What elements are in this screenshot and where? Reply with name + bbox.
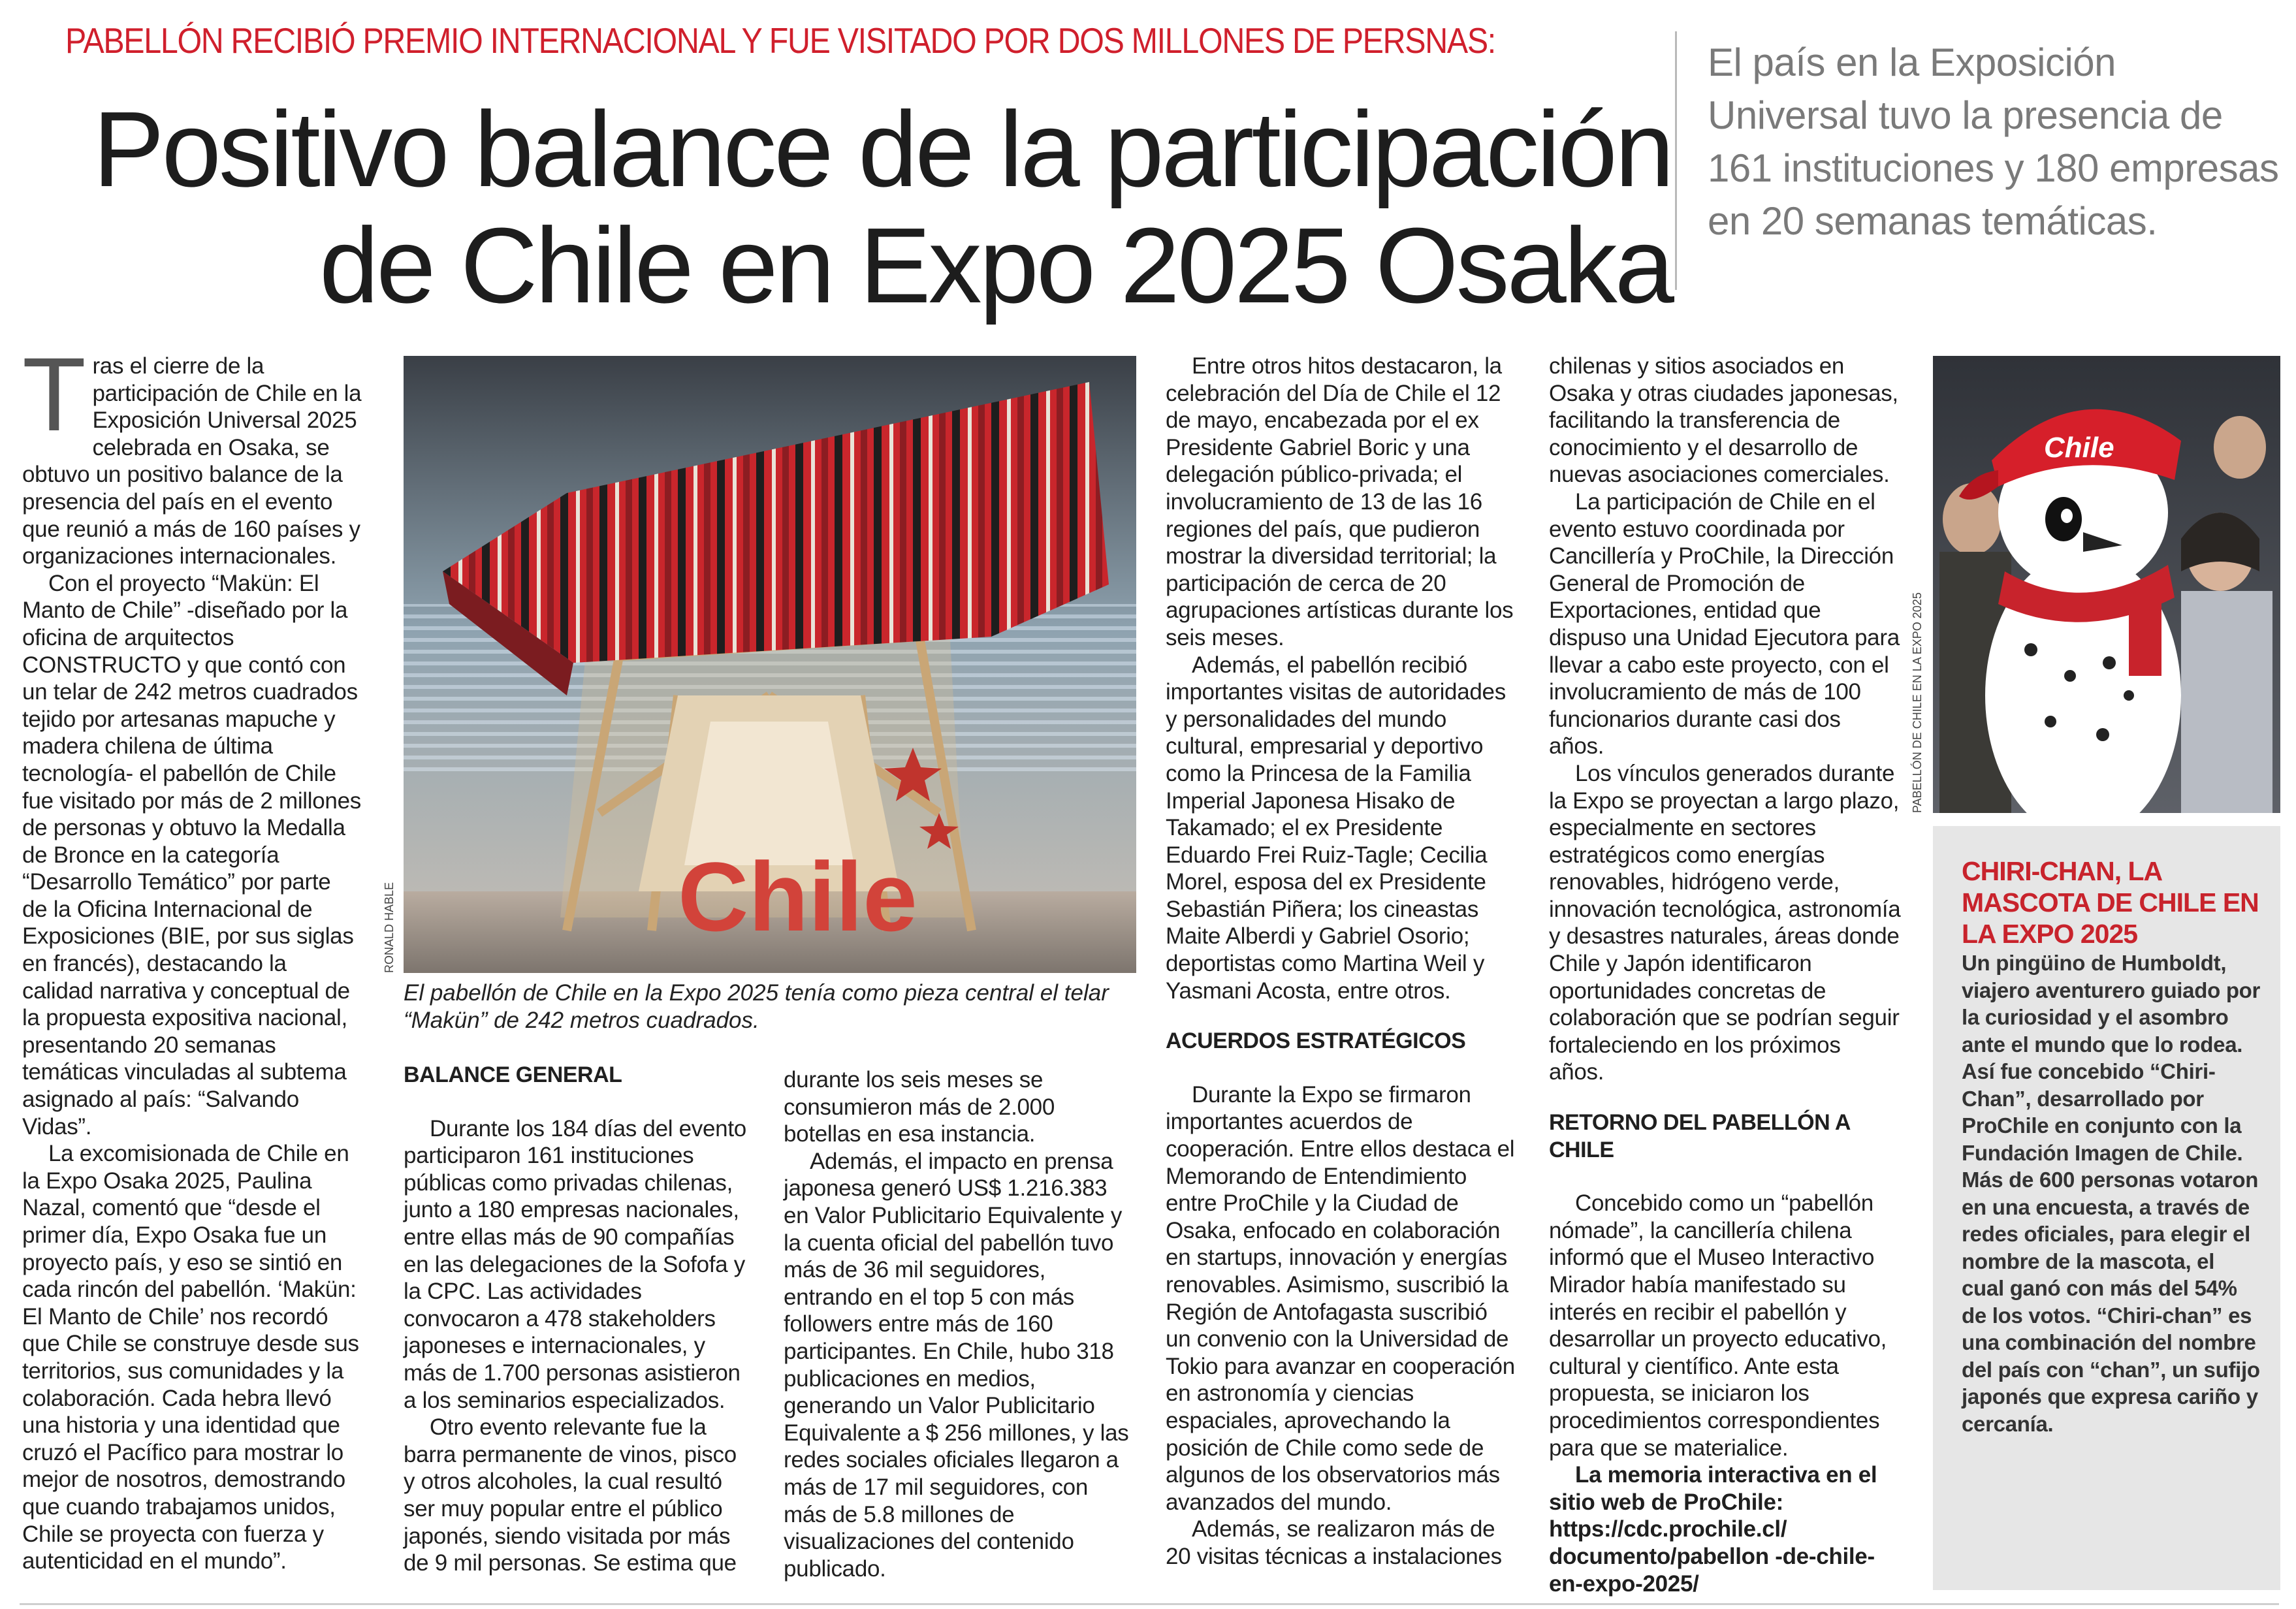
photo-credit: RONALD HABLE: [383, 882, 396, 973]
column-3: [784, 1066, 1136, 1582]
column-2: [404, 1038, 748, 1577]
header-divider: [1675, 31, 1677, 290]
pavilion-illustration: [404, 356, 1136, 973]
paragraph: chilenas y sitios asociados en Osaka y otras ciudades japonesas, facilitando la transferencia de conocimiento y el desarrollo de nuevas asociaciones comerciales.: [1549, 353, 1898, 488]
paragraph: Además, el pabellón recibió importantes visitas de autoridades y personalidades del mundo cultural, empresarial y deportivo como la Princesa de la Familia Imperial Japonesa Hisako de Takamado; el ex Presidente Eduardo Frei Ruiz-Tagle; Cecilia Morel, esposa del ex Presidente Sebastián Piñera; los cineastas Maite Alberdi y Gabriel Osorio; deportistas como Martina Weil y Yasmani Acosta, entre otros.: [1166, 652, 1506, 1004]
mascot-sidebar: [1933, 826, 2280, 1590]
mascot-illustration: [1933, 356, 2280, 813]
headline-line-1: Positivo balance de la participación: [93, 89, 1672, 209]
paragraph: La participación de Chile en el evento estuvo coordinada por Cancillería y ProChile, la Dirección General de Promoción de Exportaciones, entidad que dispuso una Unidad Ejecutora para llevar a cabo este proyecto, con el involucramiento de más de 100 funcionarios durante casi dos años.: [1549, 488, 1900, 759]
column-4: [1166, 353, 1518, 1570]
headline-line-2: de Chile en Expo 2025 Osaka: [319, 206, 1672, 325]
paragraph: Otro evento relevante fue la barra permanente de vinos, pisco y otros alcoholes, la cual resultó ser muy popular entre el público japonés, siendo visitada por más de 9 mil personas. Se estima que: [404, 1414, 737, 1576]
kicker: PABELLÓN RECIBIÓ PREMIO INTERNACIONAL Y FUE VISITADO POR DOS MILLONES DE PERSNAS:: [65, 20, 1495, 61]
pavilion-photo: [404, 356, 1136, 973]
deck: El país en la Exposición Universal tuvo la presencia de 161 instituciones y 180 empresas en 20 semanas temáticas.: [1708, 40, 2279, 243]
paragraph: La excomisionada de Chile en la Expo Osaka 2025, Paulina Nazal, comentó que “desde el primer día, Expo Osaka fue un proyecto país, y eso se sintió en cada rincón del pabellón. ‘Makün: El Manto de Chile’ nos recordó que Chile se construye desde sus territorios, sus comunidades y la colaboración. Cada hebra llevó una historia y una identidad que cruzó el Pacífico para mostrar lo mejor de nosotros, demostrando que cuando trabajamos unidos, Chile se proyecta con fuerza y autenticidad en el mundo”.: [22, 1141, 359, 1574]
column-5: [1549, 353, 1902, 1597]
paragraph: durante los seis meses se consumieron más de 2.000 botellas en esa instancia.: [784, 1067, 1055, 1147]
paragraph: Con el proyecto “Makün: El Manto de Chile” -diseñado por la oficina de arquitectos CONSTRUCTO y que contó con un telar de 242 metros cuadrados tejido por artesanas mapuche y madera chilena de última tecnología- el pabellón de Chile fue visitado por más de 2 millones de personas y obtuvo la Medalla de Bronce en la categoría “Desarrollo Temático” por parte de la Oficina Internacional de Exposiciones (BIE, por sus siglas en francés), destacando la calidad narrativa y conceptual de la propuesta expositiva nacional, presentando 20 semanas temáticas vinculadas al subtema asignado al país: “Salvando Vidas”.: [22, 570, 361, 1139]
section-heading: ACUERDOS ESTRATÉGICOS: [1166, 1028, 1466, 1054]
chile-sign: Chile: [678, 842, 917, 951]
paragraph: Durante la Expo se firmaron importantes acuerdos de cooperación. Entre ellos destaca el Memorando de Entendimiento entre ProChile y la Ciudad de Osaka, enfocado en colaboración en startups, innovación y energías renovables. Asimismo, suscribió la Región de Antofagasta suscribió un convenio con la Universidad de Tokio para avanzar en cooperación en astronomía y ciencias espaciales, aprovechando la posición de Chile como sede de algunos de los observatorios más avanzados del mundo.: [1166, 1081, 1515, 1515]
mascot-photo: [1933, 356, 2280, 813]
cap-logo: Chile: [2044, 432, 2114, 464]
paragraph: Concebido como un “pabellón nómade”, la cancillería chilena informó que el Museo Interactivo Mirador había manifestado su interés en recibir el pabellón y desarrollar un proyecto educativo, cultural y científico. Ante esta propuesta, se iniciaron los procedimientos correspondientes para que se materialice.: [1549, 1190, 1887, 1461]
bottom-rule: [20, 1603, 2279, 1605]
headline: [26, 91, 1672, 324]
sidebar-body: Un pingüino de Humboldt, viajero aventurero guiado por la curiosidad y el asombro ante el mundo que lo rodea. Así fue concebido “Chiri-Chan”, desarrollado por ProChile en conjunto con la Fundación Imagen de Chile. Más de 600 personas votaron en una encuesta, a través de redes oficiales, para elegir el nombre de la mascota, el cual ganó con más del 54% de los votos. “Chiri-chan” es una combinación del nombre del país con “chan”, un sufijo japonés que expresa cariño y cercanía.: [1962, 951, 2261, 1436]
column-1: [22, 336, 362, 1575]
drop-cap: T: [22, 336, 86, 453]
prochile-link[interactable]: La memoria interactiva en el sitio web de ProChile: https://cdc.prochile.cl/ documento/pabellon -de-chile-en-expo-2025/: [1549, 1462, 1877, 1597]
intro-paragraph: Tras el cierre de la participación de Chile en la Exposición Universal 2025 celebrada en Osaka, se obtuvo un positivo balance de la presencia del país en el evento que reunió a más de 160 países y organizaciones internacionales.: [22, 336, 362, 569]
sidebar-title: CHIRI-CHAN, LA MASCOTA DE CHILE EN LA EXPO 2025: [1962, 856, 2259, 949]
section-heading: BALANCE GENERAL: [404, 1062, 622, 1087]
section-heading: RETORNO DEL PABELLÓN A CHILE: [1549, 1110, 1850, 1162]
paragraph: Además, se realizaron más de 20 visitas técnicas a instalaciones: [1166, 1516, 1502, 1569]
photo-caption: El pabellón de Chile en la Expo 2025 tenía como pieza central el telar “Makün” de 242 metros cuadrados.: [404, 980, 1109, 1033]
paragraph: Entre otros hitos destacaron, la celebración del Día de Chile el 12 de mayo, encabezada por el ex Presidente Gabriel Boric y una delegación público-privada; el involucramiento de 13 de las 16 regiones del país, que pudieron mostrar la diversidad territorial; la participación de cerca de 20 agrupaciones artísticas durante los seis meses.: [1166, 353, 1514, 650]
sidebar-photo-credit: PABELLÓN DE CHILE EN LA EXPO 2025: [1911, 592, 1924, 813]
paragraph: Durante los 184 días del evento participaron 161 instituciones públicas como privadas chilenas, junto a 180 empresas nacionales, entre ellas más de 90 compañías en las delegaciones de la Sofofa y la CPC. Las actividades convocaron a 478 stakeholders japoneses e internacionales, y más de 1.700 personas asistieron a los seminarios especializados.: [404, 1115, 746, 1413]
paragraph: Los vínculos generados durante la Expo se proyectan a largo plazo, especialmente en sectores estratégicos como energías renovables, hidrógeno verde, innovación tecnológica, astronomía y desastres naturales, áreas donde Chile y Japón identificaron oportunidades concretas de colaboración que se podrían seguir fortaleciendo en los próximos años.: [1549, 760, 1901, 1085]
paragraph: Además, el impacto en prensa japonesa generó US$ 1.216.383 en Valor Publicitario Equivalente y la cuenta oficial del pabellón tuvo más de 36 mil seguidores, entrando en el top 5 con más followers entre más de 160 participantes. En Chile, hubo 318 publicaciones en medios, generando un Valor Publicitario Equivalente a $ 256 millones, y las redes sociales oficiales llegaron a más de 17 mil seguidores, con más de 5.8 millones de visualizaciones del contenido publicado.: [784, 1148, 1129, 1582]
